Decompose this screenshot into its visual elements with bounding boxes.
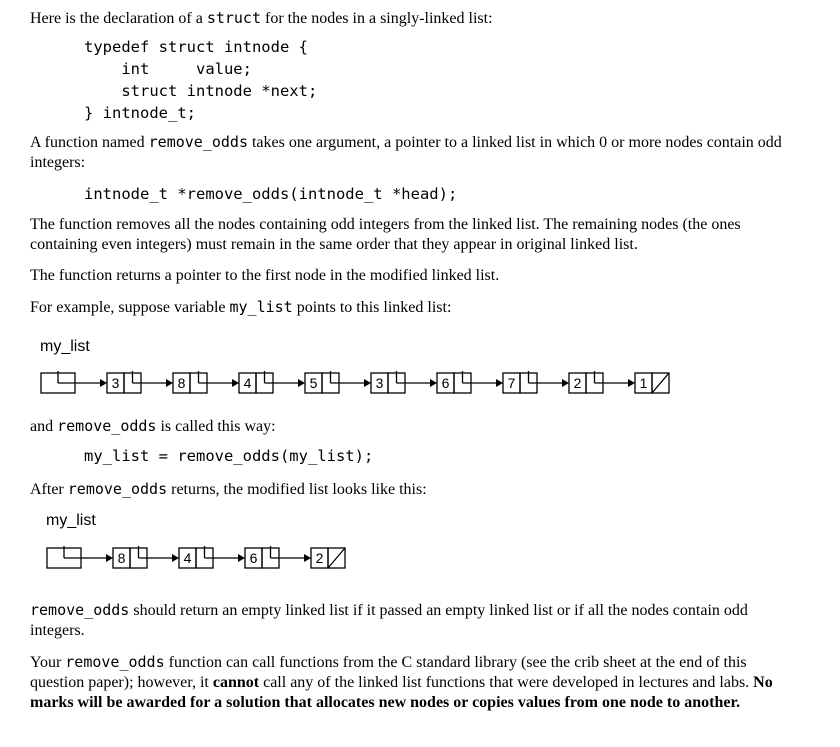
inline-code: remove_odds xyxy=(67,480,168,498)
node-value: 8 xyxy=(117,550,126,566)
arrow-head xyxy=(304,554,311,562)
inline-code: remove_odds xyxy=(148,133,248,151)
inline-code: remove_odds xyxy=(30,601,130,619)
behaviour-paragraph: The function removes all the nodes containing odd integers from the linked list. The remaining nodes (the ones containing even integers) must remain in the same order that they appear in original linked list. xyxy=(30,216,741,253)
node-value: 2 xyxy=(573,375,582,391)
code-line: } intnode_t; xyxy=(84,104,196,122)
call-paragraph: and remove_odds is called this way: xyxy=(30,417,276,435)
arrow-head xyxy=(106,554,113,562)
node-value: 4 xyxy=(243,375,252,391)
node-value: 3 xyxy=(111,375,120,391)
call-code: my_list = remove_odds(my_list); xyxy=(84,447,374,465)
null-pointer-slash xyxy=(328,548,345,568)
function-description: A function named remove_odds takes one argument, a pointer to a linked list in which 0 or more nodes contain odd integers: xyxy=(30,133,782,171)
constraints-paragraph: Your remove_odds function can call functions from the C standard library (see the crib sheet at the end of this question paper); however, it cannot call any of the linked list functions that were developed in lectures and labs. No marks will be awarded for a solution that allocates new nodes or copies values from one node to another. xyxy=(30,653,773,711)
arrow-head xyxy=(166,379,173,387)
node-value: 6 xyxy=(441,375,450,391)
arrow-head xyxy=(298,379,305,387)
node-value: 7 xyxy=(507,375,516,391)
code-line: typedef struct intnode { xyxy=(84,38,308,56)
return-paragraph: The function returns a pointer to the first node in the modified linked list. xyxy=(30,267,500,284)
function-prototype: intnode_t *remove_odds(intnode_t *head); xyxy=(84,185,458,203)
linked-list-diagram-after xyxy=(0,535,840,579)
node-value: 1 xyxy=(639,375,648,391)
arrow-head xyxy=(364,379,371,387)
node-value: 4 xyxy=(183,550,192,566)
arrow-head xyxy=(496,379,503,387)
arrow-head xyxy=(100,379,107,387)
linked-list-diagram-before xyxy=(0,360,840,404)
inline-code: my_list xyxy=(229,298,293,316)
arrow-head xyxy=(238,554,245,562)
node-value: 5 xyxy=(309,375,318,391)
example-paragraph: For example, suppose variable my_list points to this linked list: xyxy=(30,298,452,316)
diagram-label: my_list xyxy=(46,512,96,529)
arrow-head xyxy=(562,379,569,387)
null-pointer-slash xyxy=(652,373,669,393)
node-value: 2 xyxy=(315,550,324,566)
after-paragraph: After remove_odds returns, the modified list looks like this: xyxy=(30,480,427,498)
arrow-head xyxy=(172,554,179,562)
node-value: 8 xyxy=(177,375,186,391)
node-value: 3 xyxy=(375,375,384,391)
inline-code: remove_odds xyxy=(65,653,165,671)
arrow-head xyxy=(628,379,635,387)
arrow-head xyxy=(232,379,239,387)
code-line: int value; xyxy=(84,60,252,78)
code-line: struct intnode *next; xyxy=(84,82,318,100)
arrow-head xyxy=(430,379,437,387)
empty-list-paragraph: remove_odds should return an empty linked list if it passed an empty linked list or if all the nodes contain odd integers. xyxy=(30,601,748,639)
diagram-label: my_list xyxy=(40,338,90,355)
intro-paragraph: Here is the declaration of a struct for the nodes in a singly-linked list: xyxy=(30,9,493,27)
inline-code: remove_odds xyxy=(57,417,157,435)
inline-code: struct xyxy=(206,9,261,27)
node-value: 6 xyxy=(249,550,258,566)
